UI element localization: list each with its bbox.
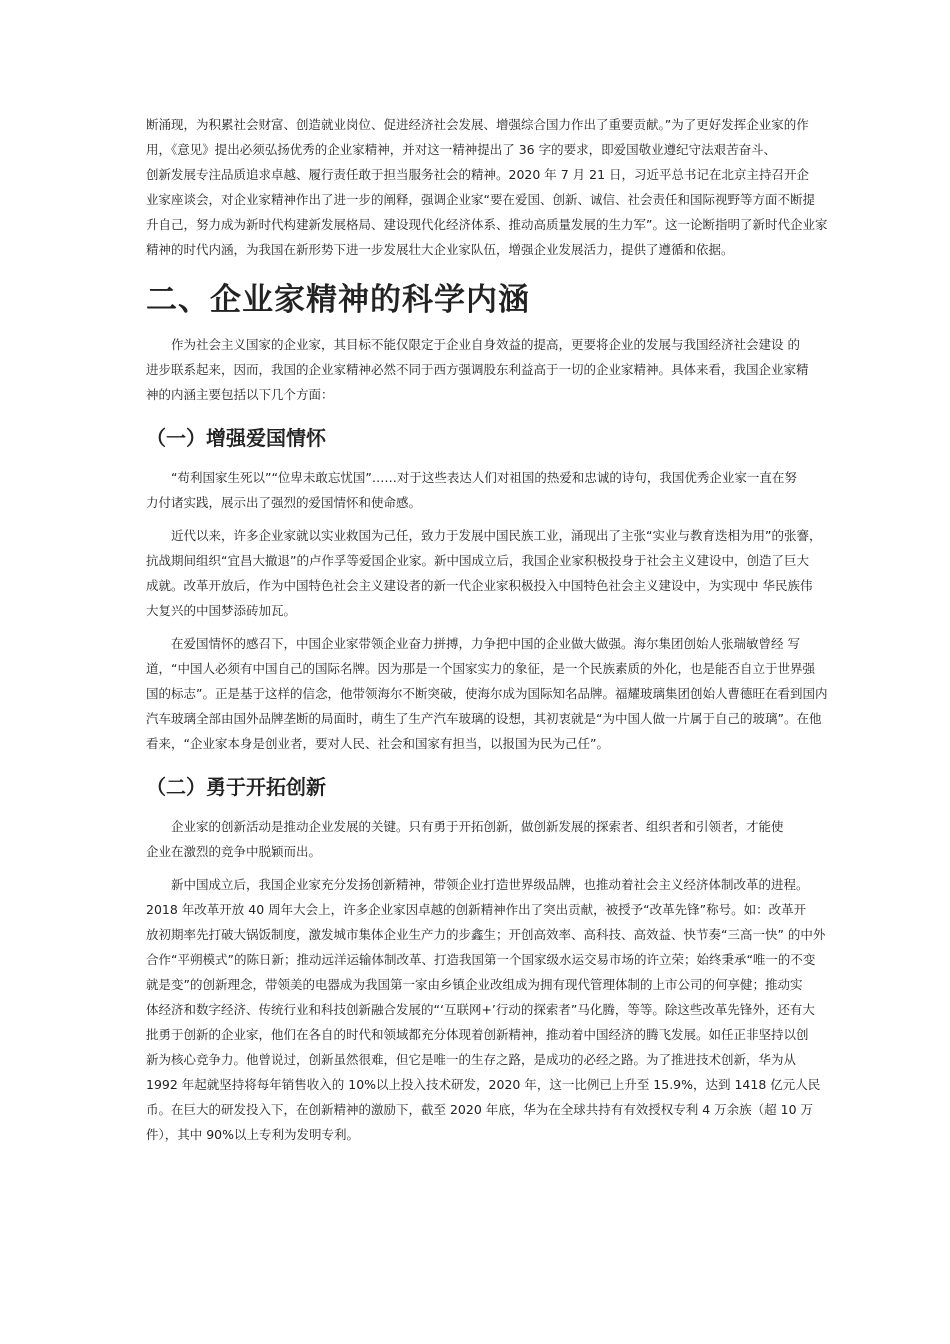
subsection-heading-patriotism: （一）增强爱国情怀 xyxy=(146,426,326,450)
subsection-heading-innovation: （二）勇于开拓创新 xyxy=(146,775,326,799)
text-line: 企业在激烈的竞争中脱颖而出。 xyxy=(146,844,322,859)
text-line: 2018 年改革开放 40 周年大会上，许多企业家因卓越的创新精神作出了突出贡献，被授予“改革先锋”称号。如：改革开 xyxy=(146,902,807,917)
text-line: 抗战期间组织“宜昌大撤退”的卢作孚等爱国企业家。新中国成立后，我国企业家积极投身于社会主义建设中，创造了巨大 xyxy=(146,553,809,568)
text-line: 国的标志”。正是基于这样的信念，他带领海尔不断突破，使海尔成为国际知名品牌。福耀玻璃集团创始人曹德旺在看到国内 xyxy=(146,686,828,701)
section-heading: 二、企业家精神的科学内涵 xyxy=(146,282,530,318)
text-line: 创新发展专注品质追求卓越、履行责任敢于担当服务社会的精神。2020 年 7 月 21 日，习近平总书记在北京主持召开企 xyxy=(146,167,810,182)
text-line: 近代以来，许多企业家就以实业救国为己任，致力于发展中国民族工业，涌现出了主张“实业与教育迭相为用”的张謇， xyxy=(146,528,822,543)
text-line: 件），其中 90%以上专利为发明专利。 xyxy=(146,1127,360,1142)
text-line: 业家座谈会，对企业家精神作出了进一步的阐释，强调企业家“要在爱国、创新、诚信、社会责任和国际视野等方面不断提 xyxy=(146,192,815,207)
intro-paragraph xyxy=(146,112,828,262)
paragraph xyxy=(146,872,826,1147)
document-page xyxy=(146,112,828,1147)
text-line: 汽车玻璃全部由国外品牌垄断的局面时，萌生了生产汽车玻璃的设想，其初衷就是“为中国人做一片属于自己的玻璃”。在他 xyxy=(146,711,822,726)
paragraph xyxy=(146,465,810,515)
text-line: 就是变”的创新理念，带领美的电器成为我国第一家由乡镇企业改组成为拥有现代管理体制的上市公司的何享健；推动实 xyxy=(146,977,803,992)
section-intro-paragraph xyxy=(146,332,810,407)
text-line: 神的内涵主要包括以下几个方面： xyxy=(146,387,334,402)
text-line: 看来，“企业家本身是创业者，要对人民、社会和国家有担当，以报国为民为己任”。 xyxy=(146,736,609,751)
text-line: 升自己，努力成为新时代构建新发展格局、建设现代化经济体系、推动高质量发展的生力军”。这一论断指明了新时代企业家 xyxy=(146,217,828,232)
text-line: 力付诸实践，展示出了强烈的爱国情怀和使命感。 xyxy=(146,495,422,510)
text-line: 企业家的创新活动是推动企业发展的关键。只有勇于开拓创新，做创新发展的探索者、组织者和引领者，才能使 xyxy=(146,819,784,834)
text-line: “苟利国家生死以”“位卑未敢忘忧国”……对于这些表达人们对祖国的热爱和忠诚的诗句，我国优秀企业家一直在努 xyxy=(146,470,797,485)
text-line: 道，“中国人必须有中国自己的国际名牌。因为那是一个国家实力的象征，是一个民族素质的外化，也是能否自立于世界强 xyxy=(146,661,815,676)
paragraph xyxy=(146,631,828,756)
text-line: 成就。改革开放后，作为中国特色社会主义建设者的新一代企业家积极投入中国特色社会主义建设中，为实现中 华民族伟 xyxy=(146,578,813,593)
text-line: 进步联系起来，因而，我国的企业家精神必然不同于西方强调股东利益高于一切的企业家精神。具体来看，我国企业家精 xyxy=(146,362,809,377)
text-line: 断涌现，为积累社会财富、创造就业岗位、促进经济社会发展、增强综合国力作出了重要贡献。”为了更好发挥企业家的作 xyxy=(146,117,809,132)
text-line: 放初期率先打破大锅饭制度，激发城市集体企业生产力的步鑫生；开创高效率、高科技、高效益、快节奏“三高一快” 的中外 xyxy=(146,927,826,942)
text-line: 币。在巨大的研发投入下，在创新精神的激励下，截至 2020 年底，华为在全球共持有有效授权专利 4 万余族（超 10 万 xyxy=(146,1102,814,1117)
text-line: 批勇于创新的企业家，他们在各自的时代和领域都充分体现着创新精神，推动着中国经济的腾飞发展。如任正非坚持以创 xyxy=(146,1027,809,1042)
paragraph xyxy=(146,814,810,864)
text-line: 大复兴的中国梦添砖加瓦。 xyxy=(146,603,297,618)
text-line: 合作“平朔模式”的陈日新；推动远洋运输体制改革、打造我国第一个国家级水运交易市场的许立荣；始终秉承“唯一的不变 xyxy=(146,952,816,967)
text-line: 精神的时代内涵，为我国在新形势下进一步发展壮大企业家队伍，增强企业发展活力，提供了遵循和依据。 xyxy=(146,242,734,257)
text-line: 新中国成立后，我国企业家充分发扬创新精神，带领企业打造世界级品牌，也推动着社会主义经济体制改革的进程。 xyxy=(146,877,809,892)
text-line: 在爱国情怀的感召下，中国企业家带领企业奋力拼搏，力争把中国的企业做大做强。海尔集团创始人张瑞敏曾经 写 xyxy=(146,636,800,651)
text-line: 体经济和数字经济、传统行业和科技创新融合发展的“‘互联网+’行动的探索者”马化腾，等等。除这些改革先锋外，还有大 xyxy=(146,1002,815,1017)
text-line: 1992 年起就坚持将每年销售收入的 10%以上投入技术研发，2020 年，这一比例已上升至 15.9%，达到 1418 亿元人民 xyxy=(146,1077,821,1092)
paragraph xyxy=(146,523,822,623)
text-line: 新为核心竞争力。他曾说过，创新虽然很难，但它是唯一的生存之路，是成功的必经之路。为了推进技术创新，华为从 xyxy=(146,1052,797,1067)
text-line: 作为社会主义国家的企业家，其目标不能仅限定于企业自身效益的提高，更要将企业的发展与我国经济社会建设 的 xyxy=(146,337,800,352)
text-line: 用，《意见》提出必须弘扬优秀的企业家精神，并对这一精神提出了 36 字的要求，即爱国敬业遵纪守法艰苦奋斗、 xyxy=(146,142,777,157)
